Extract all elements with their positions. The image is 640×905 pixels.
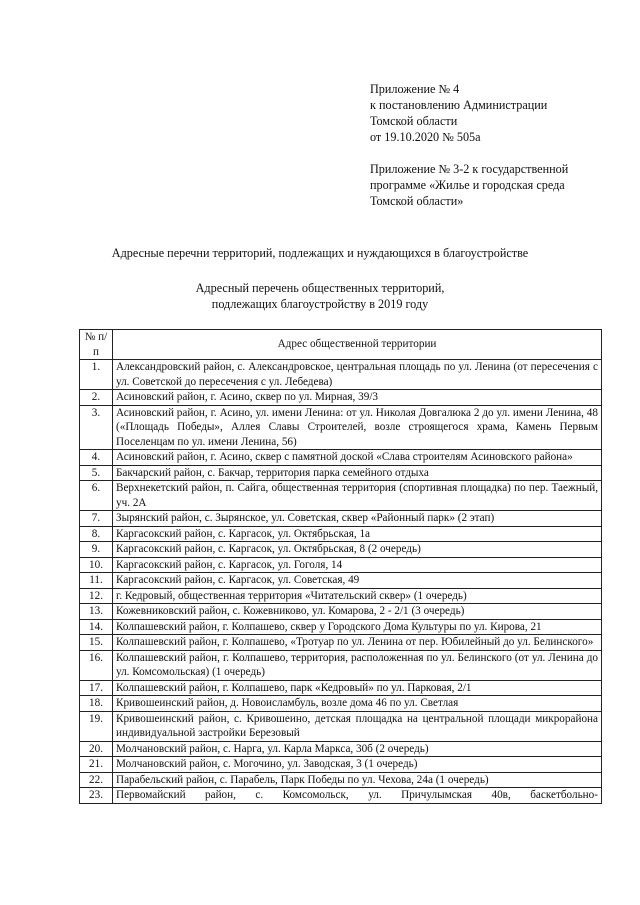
row-number: 15. bbox=[80, 635, 113, 651]
table-row bbox=[80, 604, 602, 620]
row-address: г. Кедровый, общественная территория «Читательский сквер» (1 очередь) bbox=[113, 588, 602, 604]
row-number: 5. bbox=[80, 465, 113, 481]
row-address: Асиновский район, г. Асино, сквер по ул. Мирная, 39/3 bbox=[113, 390, 602, 406]
table-header-row bbox=[80, 330, 602, 360]
column-header-address: Адрес общественной территории bbox=[113, 330, 602, 360]
row-address: Каргасокский район, с. Каргасок, ул. Гоголя, 14 bbox=[113, 557, 602, 573]
general-heading: Адресные перечни территорий, подлежащих и нуждающихся в благоустройстве bbox=[111, 246, 529, 260]
sub-appendix-line: программе «Жилье и городская среда bbox=[370, 178, 565, 192]
table-row bbox=[80, 680, 602, 696]
list-heading-line: Адресный перечень общественных территорий, bbox=[195, 281, 445, 295]
row-address: Колпашевский район, г. Колпашево, территория, расположенная по ул. Белинского (от ул. Ленина до ул. Комсомольская) (1 очередь) bbox=[113, 650, 602, 680]
table-row bbox=[80, 465, 602, 481]
row-address: Зырянский район, с. Зырянское, ул. Советская, сквер «Районный парк» (2 этап) bbox=[113, 511, 602, 527]
appendix-line: от 19.10.2020 № 505а bbox=[370, 130, 481, 144]
sub-appendix-line: Приложение № 3-2 к государственной bbox=[370, 162, 569, 176]
table-row bbox=[80, 757, 602, 773]
table-row bbox=[80, 711, 602, 741]
row-number: 21. bbox=[80, 757, 113, 773]
row-address: Верхнекетский район, п. Сайга, общественная территория (спортивная площадка) по пер. Таежный, уч. 2А bbox=[113, 481, 602, 511]
row-address: Кривошеинский район, д. Новоисламбуль, возле дома 46 по ул. Светлая bbox=[113, 696, 602, 712]
row-number: 9. bbox=[80, 542, 113, 558]
sub-appendix-block bbox=[370, 161, 630, 209]
row-number: 10. bbox=[80, 557, 113, 573]
column-header-number: № п/п bbox=[80, 330, 113, 360]
row-address: Кожевниковский район, с. Кожевниково, ул. Комарова, 2 - 2/1 (3 очередь) bbox=[113, 604, 602, 620]
table-row bbox=[80, 696, 602, 712]
table-row bbox=[80, 741, 602, 757]
table-row bbox=[80, 511, 602, 527]
row-number: 19. bbox=[80, 711, 113, 741]
row-address: Первомайский район, с. Комсомольск, ул. Причулымская 40в, баскетбольно- bbox=[113, 788, 602, 804]
row-address: Асиновский район, г. Асино, сквер с памятной доской «Слава строителям Асиновского района» bbox=[113, 450, 602, 466]
appendix-line: Томской области bbox=[370, 114, 458, 128]
row-address: Колпашевский район, г. Колпашево, сквер у Городского Дома Культуры по ул. Кирова, 21 bbox=[113, 619, 602, 635]
row-number: 6. bbox=[80, 481, 113, 511]
row-address: Асиновский район, г. Асино, ул. имени Ленина: от ул. Николая Довгалюка 2 до ул. имени Ленина, 48 («Площадь Победы», Аллея Славы Строителей, возле строящегося храма, Камень Первым Поселенцам по ул. имени Ленина, 56) bbox=[113, 405, 602, 450]
row-number: 3. bbox=[80, 405, 113, 450]
table-row bbox=[80, 481, 602, 511]
row-number: 8. bbox=[80, 526, 113, 542]
table-row bbox=[80, 650, 602, 680]
row-address: Бакчарский район, с. Бакчар, территория парка семейного отдыха bbox=[113, 465, 602, 481]
row-number: 18. bbox=[80, 696, 113, 712]
sub-appendix-line: Томской области» bbox=[370, 194, 464, 208]
table-row bbox=[80, 360, 602, 390]
table-row bbox=[80, 788, 602, 804]
table-row bbox=[80, 635, 602, 651]
row-number: 16. bbox=[80, 650, 113, 680]
row-number: 11. bbox=[80, 573, 113, 589]
table-row bbox=[80, 619, 602, 635]
table-row bbox=[80, 573, 602, 589]
row-number: 7. bbox=[80, 511, 113, 527]
row-number: 12. bbox=[80, 588, 113, 604]
appendix-line: к постановлению Администрации bbox=[370, 98, 548, 112]
appendix-block bbox=[370, 81, 630, 145]
row-number: 22. bbox=[80, 772, 113, 788]
row-number: 4. bbox=[80, 450, 113, 466]
row-address: Каргасокский район, с. Каргасок, ул. Советская, 49 bbox=[113, 573, 602, 589]
row-number: 23. bbox=[80, 788, 113, 804]
list-heading bbox=[0, 280, 640, 312]
table-row bbox=[80, 390, 602, 406]
row-number: 14. bbox=[80, 619, 113, 635]
list-heading-line: подлежащих благоустройству в 2019 году bbox=[211, 297, 429, 311]
row-address: Парабельский район, с. Парабель, Парк Победы по ул. Чехова, 24а (1 очередь) bbox=[113, 772, 602, 788]
row-number: 17. bbox=[80, 680, 113, 696]
table-row bbox=[80, 772, 602, 788]
row-address: Каргасокский район, с. Каргасок, ул. Октябрьская, 8 (2 очередь) bbox=[113, 542, 602, 558]
table-row bbox=[80, 450, 602, 466]
table-row bbox=[80, 588, 602, 604]
appendix-line: Приложение № 4 bbox=[370, 82, 460, 96]
table-row bbox=[80, 526, 602, 542]
row-number: 1. bbox=[80, 360, 113, 390]
row-address: Колпашевский район, г. Колпашево, «Тротуар по ул. Ленина от пер. Юбилейный до ул. Белинского» bbox=[113, 635, 602, 651]
row-number: 13. bbox=[80, 604, 113, 620]
row-address: Колпашевский район, г. Колпашево, парк «Кедровый» по ул. Парковая, 2/1 bbox=[113, 680, 602, 696]
table-row bbox=[80, 405, 602, 450]
row-address: Кривошеинский район, с. Кривошеино, детская площадка на центральной площади микрорайона индивидуальной застройки Березовый bbox=[113, 711, 602, 741]
table-row bbox=[80, 557, 602, 573]
row-number: 2. bbox=[80, 390, 113, 406]
row-address: Каргасокский район, с. Каргасок, ул. Октябрьская, 1а bbox=[113, 526, 602, 542]
territory-table bbox=[79, 329, 602, 804]
row-address: Молчановский район, с. Могочино, ул. Заводская, 3 (1 очередь) bbox=[113, 757, 602, 773]
row-address: Молчановский район, с. Нарга, ул. Карла Маркса, 30б (2 очередь) bbox=[113, 741, 602, 757]
table-row bbox=[80, 542, 602, 558]
row-number: 20. bbox=[80, 741, 113, 757]
row-address: Александровский район, с. Александровское, центральная площадь по ул. Ленина (от пересечения с ул. Советской до пересечения с ул. Лебедева) bbox=[113, 360, 602, 390]
